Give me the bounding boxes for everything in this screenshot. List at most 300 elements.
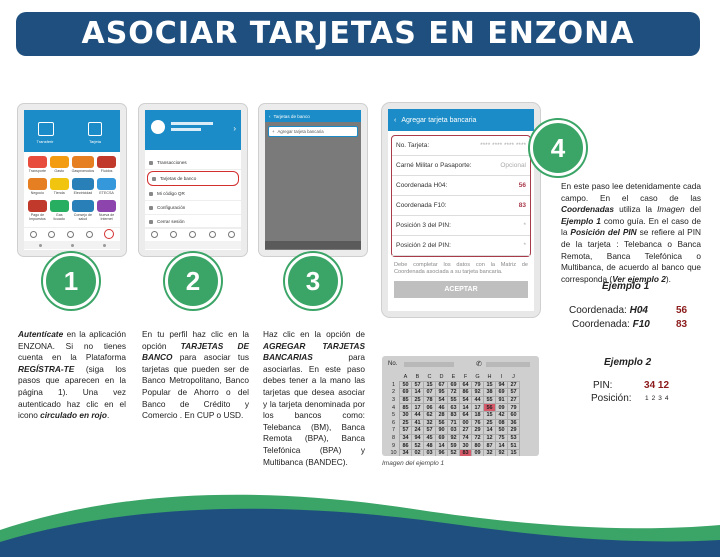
d1-b: en la aplicación ENZONA. Si no tienes cuenta en la Plataforma [18, 329, 126, 363]
ex1-row2-value: 83 [676, 319, 688, 330]
pin-digit-1: 3 [644, 380, 650, 391]
matrix-cell: 56 [484, 404, 496, 412]
d4-c: utiliza la [614, 204, 658, 215]
back-arrow-icon[interactable]: ‹ [269, 113, 271, 119]
example-2-title: Ejemplo 2 [604, 357, 652, 368]
matrix-cell: 86 [460, 389, 472, 397]
app-tile[interactable] [50, 156, 69, 173]
d1-c: REGÍSTRA-TE [18, 363, 75, 374]
step-2-badge: 2 [165, 253, 221, 309]
d2-b: TARJETAS DE BANCO [142, 340, 249, 363]
coordinate-card-image [382, 356, 539, 456]
matrix-cell: 14 [460, 404, 472, 412]
matrix-cell: 25 [412, 396, 424, 404]
column-header: A [403, 374, 408, 381]
step-1-badge: 1 [43, 253, 99, 309]
d3-c: para asociarlas. En este paso debes tener a la mano las tarjetas que desea asociar y la tarjeta denominada por los bancos como: Telebanca (BM), Banca Remota (BPA), Banca Telefónica (BPA) y Multibanca (BANDEC). [263, 352, 365, 467]
pin-digit-2: 4 [649, 380, 656, 391]
app-label: Pago de Impuestos [29, 213, 46, 221]
matrix-cell: 09 [472, 449, 484, 456]
step-4-badge: 4 [530, 120, 586, 176]
card-number-label: No. [388, 361, 398, 367]
phone3-header [265, 110, 361, 122]
phone1-screen [24, 110, 120, 250]
app-icon [50, 156, 69, 168]
app-icon [97, 178, 116, 190]
example-2-pin-label: PIN: [593, 380, 613, 391]
profile-menu-item[interactable]: Transacciones [145, 156, 241, 170]
coordinate-matrix [388, 374, 520, 456]
step-3-badge: 3 [285, 253, 341, 309]
matrix-cell: 63 [448, 404, 460, 412]
matrix-cell: 06 [424, 404, 436, 412]
matrix-cell: 15 [424, 381, 436, 389]
ex1-row1-value: 56 [676, 305, 688, 316]
row-number: 8 [391, 435, 396, 442]
matrix-cell: 57 [424, 427, 436, 435]
matrix-cell: 69 [400, 389, 412, 397]
matrix-cell: 17 [412, 404, 424, 412]
card-number-redacted [404, 362, 454, 367]
matrix-cell: 18 [472, 411, 484, 419]
matrix-cell: 92 [472, 389, 484, 397]
matrix-cell: 32 [484, 449, 496, 456]
matrix-cell: 64 [460, 411, 472, 419]
step-2-description [142, 329, 249, 422]
phone-redacted [486, 362, 530, 367]
home-icon[interactable] [30, 231, 37, 238]
add-bank-card-button[interactable] [268, 126, 358, 137]
matrix-cell: 75 [496, 434, 508, 442]
example-2-pin-digits [644, 380, 669, 391]
matrix-row [388, 427, 520, 435]
matrix-row [388, 434, 520, 442]
app-icon [50, 200, 69, 212]
matrix-cell: 15 [484, 381, 496, 389]
wallet-icon[interactable] [189, 231, 196, 238]
example-2-positions [645, 395, 672, 402]
profile-menu-item[interactable]: Configuración [145, 201, 241, 215]
profile-menu-item[interactable]: Tarjetas de banco [147, 171, 239, 186]
home-button-icon[interactable] [71, 244, 74, 247]
matrix-cell: 27 [460, 427, 472, 435]
matrix-cell: 57 [412, 381, 424, 389]
page-title: ASOCIAR TARJETAS EN ENZONA [81, 16, 635, 51]
recent-icon[interactable] [103, 244, 106, 247]
matrix-cell: 15 [508, 449, 520, 456]
bell-icon[interactable] [48, 231, 55, 238]
phone-screenshot-1 [18, 104, 126, 256]
app-tile[interactable] [28, 156, 47, 173]
app-label: Gasto [54, 169, 64, 173]
matrix-cell: 45 [424, 434, 436, 442]
form-field-label: Carné Militar o Pasaporte: [396, 162, 472, 169]
app-tile[interactable] [72, 156, 95, 173]
matrix-cell: 09 [496, 404, 508, 412]
user-id-redacted [171, 128, 201, 131]
card-icon[interactable] [88, 122, 102, 136]
column-header: E [451, 374, 456, 381]
example-1-title: Ejemplo 1 [602, 281, 650, 292]
app-tile[interactable] [97, 178, 116, 195]
matrix-cell: 69 [496, 389, 508, 397]
matrix-cell: 57 [508, 389, 520, 397]
matrix-cell: 14 [412, 389, 424, 397]
form-field-value: Opcional [500, 162, 526, 169]
matrix-cell: 44 [472, 396, 484, 404]
profile-menu-item[interactable]: Cerrar sesión [145, 215, 241, 229]
gift-icon[interactable] [209, 231, 216, 238]
matrix-cell: 64 [460, 381, 472, 389]
column-header: H [487, 374, 492, 381]
matrix-cell: 92 [448, 434, 460, 442]
matrix-cell: 52 [412, 442, 424, 450]
app-tile[interactable] [28, 200, 47, 221]
d4-k: ). [665, 273, 671, 284]
matrix-cell: 79 [472, 381, 484, 389]
phone-icon: ✆ [476, 361, 482, 368]
matrix-cell: 12 [484, 434, 496, 442]
matrix-cell: 34 [400, 434, 412, 442]
form-field[interactable] [392, 236, 530, 256]
column-header: C [427, 374, 432, 381]
matrix-cell: 42 [496, 411, 508, 419]
form-field[interactable] [392, 176, 530, 196]
app-grid [24, 152, 120, 225]
phone4-header-title: Agregar tarjeta bancaria [401, 116, 477, 124]
phone1-bottom-nav [24, 227, 120, 240]
d3-a: Haz clic en la opción de [263, 329, 365, 339]
example-1-row-2 [572, 319, 688, 330]
profile-menu [145, 150, 241, 229]
app-label: Nueva de Internet [98, 213, 115, 221]
app-tile[interactable] [97, 200, 116, 221]
column-header: J [512, 374, 515, 381]
d4-e: del [684, 204, 701, 215]
matrix-cell: 94 [496, 381, 508, 389]
accept-button[interactable]: ACEPTAR [394, 281, 528, 298]
matrix-cell: 74 [460, 434, 472, 442]
profile-icon[interactable] [228, 231, 235, 238]
form-field-value: * [523, 242, 526, 249]
form-field-label: No. Tarjeta: [396, 142, 430, 149]
matrix-cell: 29 [472, 427, 484, 435]
ex1-row1-label: Coordenada: [569, 305, 630, 316]
matrix-cell: 79 [508, 404, 520, 412]
row-number: 1 [391, 381, 396, 388]
plus-icon: + [272, 129, 275, 134]
matrix-cell: 78 [424, 396, 436, 404]
transfer-label: Transferir [36, 139, 54, 144]
row-number: 10 [390, 450, 397, 456]
matrix-cell: 96 [436, 449, 448, 456]
row-number: 3 [391, 397, 396, 404]
card-form [391, 135, 531, 257]
d1-a: Autentícate [18, 329, 64, 339]
form-field-label: Coordenada F10: [396, 202, 447, 209]
form-field-label: Posición 3 del PIN: [396, 222, 451, 229]
d3-b: AGREGAR TARJETAS BANCARIAS [263, 340, 365, 363]
position-3: 3 [658, 395, 665, 402]
matrix-cell: 08 [496, 419, 508, 427]
phone3-header-title: Tarjetas de banco [273, 113, 310, 119]
matrix-cell: 44 [412, 411, 424, 419]
row-number: 4 [391, 404, 396, 411]
matrix-cell: 50 [400, 381, 412, 389]
matrix-cell: 72 [472, 434, 484, 442]
matrix-cell: 94 [412, 434, 424, 442]
matrix-cell: 30 [460, 442, 472, 450]
d4-d: Imagen [657, 204, 685, 215]
d4-h: Posición del PIN [570, 227, 637, 238]
matrix-cell: 53 [508, 434, 520, 442]
example-1-row-1 [569, 305, 688, 316]
transfer-icon[interactable] [38, 122, 54, 136]
matrix-cell: 83 [448, 411, 460, 419]
position-1: 1 [645, 395, 652, 402]
app-label: Electricidad [73, 191, 93, 195]
example-2-position-label: Posición: [591, 393, 632, 404]
gift-icon[interactable] [86, 231, 93, 238]
matrix-cell: 00 [460, 419, 472, 427]
app-tile[interactable] [50, 178, 69, 195]
form-field-value: 56 [518, 182, 526, 189]
coordinate-note: Debe completar los datos con la Matriz de Coordenada asociada a su tarjeta bancaria. [394, 262, 528, 275]
form-field-value: 83 [518, 202, 526, 209]
phone-screenshot-4 [382, 103, 540, 317]
d4-i: se refiere al PIN de la tarjeta : Telebanca o Banca Remota, Banca Telefónica o Multibanca, de acuerdo al banco que corresponda ( [561, 227, 702, 284]
form-field-label: Coordenada H04: [396, 182, 448, 189]
matrix-cell: 57 [400, 427, 412, 435]
matrix-row [388, 449, 520, 456]
matrix-row [388, 411, 520, 419]
matrix-cell: 24 [412, 427, 424, 435]
form-field-label: Posición 2 del PIN: [396, 242, 451, 249]
matrix-cell: 83 [460, 449, 472, 456]
profile-icon-circled[interactable] [104, 229, 114, 239]
matrix-cell: 91 [496, 396, 508, 404]
matrix-cell: 41 [412, 419, 424, 427]
matrix-cell: 14 [484, 427, 496, 435]
d4-j: Ver ejemplo 2 [612, 273, 666, 284]
app-label: Fluidos [100, 169, 113, 173]
add-bank-card-label: Agregar tarjeta bancaria [277, 129, 324, 134]
form-field[interactable] [392, 136, 530, 156]
row-number: 6 [391, 419, 396, 426]
row-number: 2 [391, 389, 396, 396]
column-header: F [463, 374, 468, 381]
phone2-bottom-nav [145, 227, 241, 240]
matrix-cell: 95 [436, 389, 448, 397]
app-label: Transporte [28, 169, 47, 173]
step-1-description [18, 329, 126, 422]
app-icon [28, 200, 47, 212]
app-tile[interactable] [28, 178, 47, 195]
app-tile[interactable] [72, 200, 95, 221]
d2-c: para asociar tus tarjetas que pueden ser de Banco Metropolitano, Banco Popular de Ahorro o del Banco de Crédito y Comercio . En CUP o USD. [142, 352, 249, 421]
matrix-cell: 60 [508, 411, 520, 419]
app-tile[interactable] [97, 156, 116, 173]
matrix-cell: 92 [496, 449, 508, 456]
app-label: Gaspromodos [71, 169, 95, 173]
column-header: I [500, 374, 503, 381]
matrix-cell: 54 [460, 396, 472, 404]
pin-digit-4: 2 [663, 380, 670, 391]
d4-b: Coordenadas [561, 204, 615, 215]
matrix-cell: 85 [400, 404, 412, 412]
phone2-screen [145, 110, 241, 250]
matrix-cell: 55 [484, 396, 496, 404]
matrix-cell: 15 [484, 411, 496, 419]
chevron-right-icon[interactable]: › [233, 124, 236, 133]
d1-f: . [107, 410, 110, 421]
matrix-cell: 76 [472, 419, 484, 427]
matrix-cell: 86 [400, 442, 412, 450]
d1-d: (siga los pasos que aparecen en la página 1). Una vez autenticado haz clic en el icono [18, 363, 126, 421]
matrix-cell: 27 [508, 396, 520, 404]
wallet-icon[interactable] [67, 231, 74, 238]
phone3-screen [265, 110, 361, 250]
row-number: 7 [391, 427, 396, 434]
matrix-cell: 56 [436, 419, 448, 427]
matrix-cell: 46 [436, 404, 448, 412]
d2-a: En tu perfil haz clic en la opción [142, 329, 249, 351]
app-label: Negocio [30, 191, 44, 195]
matrix-cell: 55 [448, 396, 460, 404]
matrix-cell: 17 [472, 404, 484, 412]
matrix-row [388, 396, 520, 404]
matrix-row [388, 404, 520, 412]
matrix-cell: 87 [484, 442, 496, 450]
matrix-cell: 32 [424, 419, 436, 427]
matrix-cell: 03 [424, 449, 436, 456]
matrix-cell: 69 [448, 381, 460, 389]
app-label: Consejo de salud [73, 213, 92, 221]
matrix-cell: 30 [400, 411, 412, 419]
position-4: 4 [664, 395, 672, 402]
ex1-row1-code: H04 [629, 305, 648, 316]
matrix-cell: 90 [436, 427, 448, 435]
android-nav-bar [265, 241, 361, 249]
avatar [151, 120, 165, 134]
form-field-value: **** **** **** **** [480, 142, 526, 149]
matrix-cell: 51 [508, 442, 520, 450]
phone-screenshot-3 [259, 104, 367, 256]
ex1-row2-code: F10 [632, 319, 650, 330]
app-icon [72, 178, 95, 190]
matrix-cell: 62 [424, 411, 436, 419]
phone2-profile-header [145, 110, 241, 150]
matrix-row [388, 442, 520, 450]
app-tile[interactable] [72, 178, 95, 195]
d4-f: Ejemplo 1 [561, 215, 601, 226]
form-field[interactable] [392, 216, 530, 236]
matrix-cell: 14 [436, 442, 448, 450]
matrix-cell: 69 [436, 434, 448, 442]
app-label: Gas licuado [53, 213, 65, 221]
app-icon [97, 200, 116, 212]
matrix-cell: 02 [412, 449, 424, 456]
row-number: 9 [391, 442, 396, 449]
form-field[interactable] [392, 156, 530, 176]
bell-icon[interactable] [170, 231, 177, 238]
phone4-header [388, 109, 534, 131]
d4-g: como guía. En el caso de la [561, 215, 701, 238]
step-3-description [263, 329, 365, 468]
app-icon [97, 156, 116, 168]
form-field-value: * [523, 222, 526, 229]
corner-cell [388, 374, 400, 381]
card-caption: Imagen del ejemplo 1 [382, 460, 445, 467]
matrix-cell: 67 [436, 381, 448, 389]
matrix-cell: 25 [400, 419, 412, 427]
matrix-row [388, 381, 520, 389]
decorative-wave [0, 470, 720, 557]
matrix-cell: 48 [424, 442, 436, 450]
app-label: Tienda [53, 191, 65, 195]
matrix-row [388, 419, 520, 427]
column-header: G [475, 374, 480, 381]
matrix-cell: 03 [448, 427, 460, 435]
profile-menu-item[interactable]: Mi código QR [145, 187, 241, 201]
phone1-header [24, 110, 120, 152]
app-icon [28, 156, 47, 168]
pin-digit-3: 1 [657, 380, 664, 391]
app-tile[interactable] [50, 200, 69, 221]
phone4-screen [388, 109, 534, 311]
back-arrow-icon[interactable]: ‹ [394, 116, 397, 124]
d4-a: En este paso lee detenidamente cada campo. En el caso de las [561, 181, 701, 203]
matrix-cell: 71 [448, 419, 460, 427]
d1-e: circulado en rojo [40, 410, 107, 421]
app-label: ETECSA [99, 191, 114, 195]
matrix-cell: 27 [508, 381, 520, 389]
matrix-cell: 07 [424, 389, 436, 397]
matrix-cell: 36 [508, 419, 520, 427]
card-label: Tarjeta [88, 139, 101, 144]
phone-screenshot-2 [139, 104, 247, 256]
step-4-description [561, 181, 701, 285]
matrix-cell: 85 [400, 396, 412, 404]
matrix-cell: 54 [436, 396, 448, 404]
matrix-cell: 38 [484, 389, 496, 397]
matrix-cell: 80 [472, 442, 484, 450]
back-icon[interactable] [39, 244, 42, 247]
matrix-cell: 72 [448, 389, 460, 397]
matrix-row [388, 389, 520, 397]
android-nav-bar [24, 241, 120, 249]
matrix-cell: 14 [496, 442, 508, 450]
matrix-cell: 34 [400, 449, 412, 456]
user-name-redacted [171, 122, 213, 125]
matrix-cell: 52 [448, 449, 460, 456]
app-icon [72, 156, 95, 168]
app-icon [28, 178, 47, 190]
android-nav-bar [145, 241, 241, 249]
app-icon [72, 200, 95, 212]
app-icon [50, 178, 69, 190]
matrix-cell: 28 [436, 411, 448, 419]
home-icon[interactable] [151, 231, 158, 238]
position-2: 2 [651, 395, 659, 402]
matrix-cell: 29 [508, 427, 520, 435]
matrix-cell: 50 [496, 427, 508, 435]
row-number: 5 [391, 412, 396, 419]
form-field[interactable] [392, 196, 530, 216]
ex1-row2-label: Coordenada: [572, 319, 633, 330]
matrix-cell: 25 [484, 419, 496, 427]
matrix-cell: 59 [448, 442, 460, 450]
